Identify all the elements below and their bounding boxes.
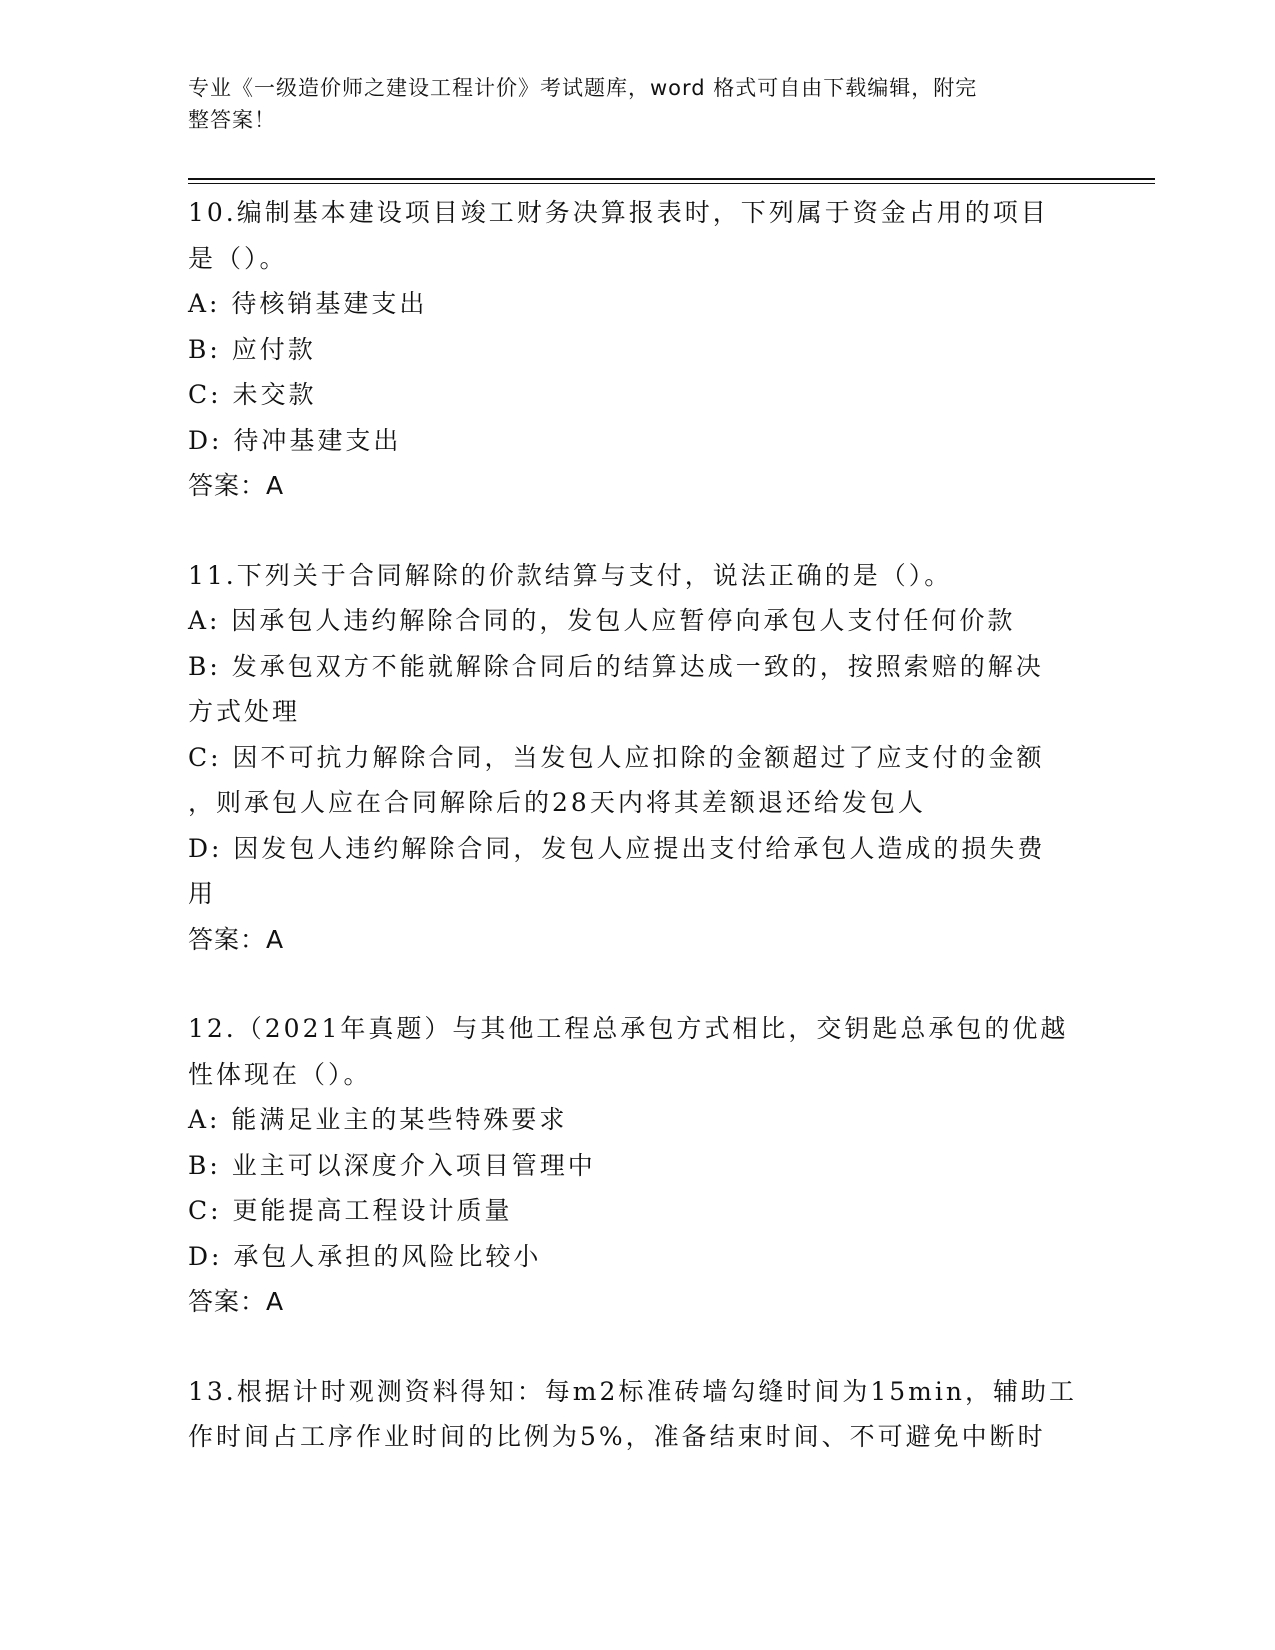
option-line: D: 待冲基建支出: [188, 425, 402, 455]
answer-line: 答案：A: [188, 924, 285, 954]
option-line: ，则承包人应在合同解除后的28天内将其差额退还给发包人: [188, 788, 926, 817]
header-line-1: 专业《一级造价师之建设工程计价》考试题库，word 格式可自由下载编辑，附完: [188, 76, 978, 100]
question-stem-line: 10.编制基本建设项目竣工财务决算报表时，下列属于资金占用的项目: [188, 198, 1049, 227]
option-line: B: 发承包双方不能就解除合同后的结算达成一致的，按照索赔的解决: [188, 651, 1044, 681]
option-line: C: 未交款: [188, 380, 317, 409]
option-line: A: 能满足业主的某些特殊要求: [188, 1105, 568, 1134]
answer-line: 答案：A: [188, 471, 285, 500]
question-spacer: [188, 509, 1088, 553]
header-divider-thin: [188, 183, 1155, 184]
question-spacer: [188, 962, 1088, 1006]
question-stem-line: 性体现在（）。: [188, 1059, 372, 1089]
question-stem-line: 13.根据计时观测资料得知：每m2标准砖墙勾缝时间为15min，辅助工: [188, 1376, 1077, 1406]
option-line: B: 业主可以深度介入项目管理中: [188, 1150, 596, 1180]
question-stem-line: 11.下列关于合同解除的价款结算与支付，说法正确的是（）。: [188, 560, 953, 590]
option-line: 用: [188, 879, 217, 908]
option-line: C: 因不可抗力解除合同，当发包人应扣除的金额超过了应支付的金额: [188, 742, 1045, 772]
question-block: [188, 1369, 1088, 1460]
question-stem-line: 12.（2021年真题）与其他工程总承包方式相比，交钥匙总承包的优越: [188, 1014, 1069, 1043]
option-line: A: 待核销基建支出: [188, 289, 428, 318]
question-spacer: [188, 1325, 1088, 1369]
question-block: [188, 190, 1088, 509]
question-list: [188, 190, 1088, 1460]
option-line: B: 应付款: [188, 334, 316, 364]
question-stem-line: 作时间占工序作业时间的比例为5%，准备结束时间、不可避免中断时: [188, 1422, 1046, 1451]
option-line: D: 因发包人违约解除合同，发包人应提出支付给承包人造成的损失费: [188, 833, 1046, 863]
header-line-2: 整答案！: [188, 108, 276, 132]
option-line: 方式处理: [188, 697, 301, 726]
option-line: D: 承包人承担的风险比较小: [188, 1241, 542, 1271]
option-line: A: 因承包人违约解除合同的，发包人应暂停向承包人支付任何价款: [188, 606, 1016, 635]
document-header: [188, 72, 1068, 136]
question-block: [188, 1006, 1088, 1325]
answer-line: 答案：A: [188, 1287, 285, 1316]
header-divider-thick: [188, 178, 1155, 180]
question-block: [188, 553, 1088, 963]
question-stem-line: 是（）。: [188, 243, 288, 273]
option-line: C: 更能提高工程设计质量: [188, 1196, 513, 1225]
